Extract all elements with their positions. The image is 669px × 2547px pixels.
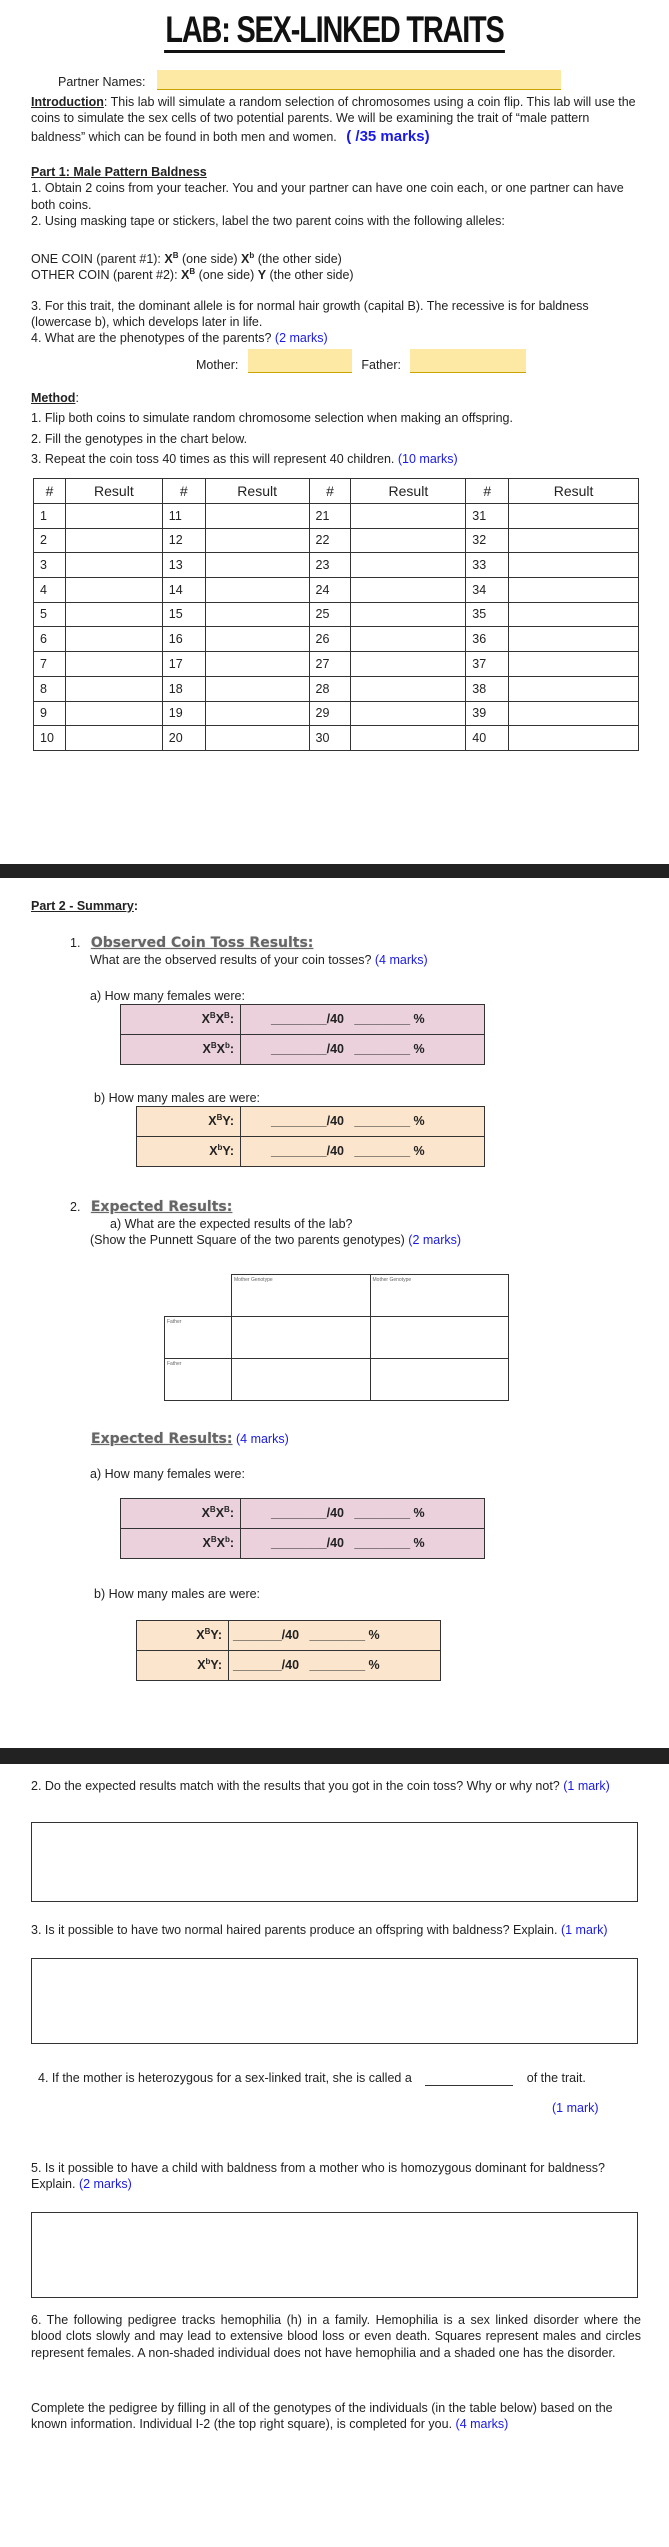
row-number: 1 bbox=[34, 504, 66, 529]
result-cell[interactable] bbox=[65, 528, 162, 553]
part1-step2: 2. Using masking tape or stickers, label the two parent coins with the following alleles: bbox=[31, 213, 505, 228]
part1-step4: 4. What are the phenotypes of the parents? (2 marks) bbox=[31, 331, 328, 346]
observed-males-table bbox=[136, 1106, 485, 1167]
result-cell[interactable] bbox=[509, 528, 639, 553]
row-number: 40 bbox=[466, 726, 509, 751]
genotype-xsmally: $X^bY$: bbox=[137, 1137, 241, 1167]
row-number: 39 bbox=[466, 701, 509, 726]
row-number: 32 bbox=[466, 528, 509, 553]
partner-label: Partner Names: bbox=[58, 74, 146, 89]
result-cell[interactable] bbox=[351, 578, 466, 603]
result-cell[interactable] bbox=[65, 627, 162, 652]
table-row bbox=[34, 701, 639, 726]
genotype-xbxb: $X^BX^B$: bbox=[121, 1005, 241, 1035]
answer-box-2[interactable] bbox=[31, 1822, 638, 1902]
table-row bbox=[34, 652, 639, 677]
result-cell[interactable] bbox=[205, 652, 309, 677]
result-cell[interactable] bbox=[205, 578, 309, 603]
table-row bbox=[34, 627, 639, 652]
expected-results-heading: Expected Results: (4 marks) bbox=[91, 1431, 289, 1447]
mother-phenotype-field[interactable] bbox=[248, 349, 352, 373]
result-cell[interactable] bbox=[351, 726, 466, 751]
result-cell[interactable] bbox=[65, 504, 162, 529]
result-cell[interactable] bbox=[205, 528, 309, 553]
row-number: 34 bbox=[466, 578, 509, 603]
row-number: 27 bbox=[309, 652, 351, 677]
result-cell[interactable] bbox=[205, 701, 309, 726]
question-3: 3. Is it possible to have two normal haired parents produce an offspring with baldness? Explain. (1 mark) bbox=[31, 1923, 608, 1937]
result-cell[interactable] bbox=[509, 602, 639, 627]
father-phenotype-field[interactable] bbox=[410, 349, 526, 373]
result-cell[interactable] bbox=[509, 504, 639, 529]
partner-row bbox=[58, 70, 658, 90]
row-number: 2 bbox=[34, 528, 66, 553]
observed-females-table bbox=[120, 1004, 485, 1065]
result-cell[interactable] bbox=[65, 602, 162, 627]
row-number: 4 bbox=[34, 578, 66, 603]
row-number: 8 bbox=[34, 676, 66, 701]
result-cell[interactable] bbox=[205, 676, 309, 701]
row-number: 36 bbox=[466, 627, 509, 652]
q2-expected: 2. Expected Results: a) What are the expected results of the lab? (Show the Punnett Square of the two parents genotypes) (2 marks) bbox=[70, 1199, 462, 1248]
row-number: 9 bbox=[34, 701, 66, 726]
row-number: 31 bbox=[466, 504, 509, 529]
row-number: 24 bbox=[309, 578, 351, 603]
result-cell[interactable] bbox=[65, 676, 162, 701]
row-number: 14 bbox=[162, 578, 205, 603]
row-number: 18 bbox=[162, 676, 205, 701]
expected-females-table: $X^BX^B$: ________/40 ________ % $X^BX^b$: ________/40 ________ % bbox=[120, 1498, 485, 1559]
genotype-xbxsmall: $X^BX^b$: bbox=[121, 1035, 241, 1065]
row-number: 21 bbox=[309, 504, 351, 529]
coin2-line: OTHER COIN (parent #2): $X^B$ (one side) Y (the other side) bbox=[31, 267, 354, 283]
genotype-xby: $X^BY$: bbox=[137, 1107, 241, 1137]
result-cell[interactable] bbox=[205, 602, 309, 627]
section-divider bbox=[0, 1748, 669, 1764]
partner-names-field[interactable] bbox=[157, 70, 561, 90]
row-number: 26 bbox=[309, 627, 351, 652]
answer-box-5[interactable] bbox=[31, 2212, 638, 2298]
result-cell[interactable] bbox=[205, 627, 309, 652]
question-6-instructions: Complete the pedigree by filling in all of the genotypes of the individuals (in the table below) based on the known information. Individual I-2 (the top right square), is completed for you. (4 marks) bbox=[31, 2401, 613, 2432]
introduction bbox=[31, 94, 641, 146]
intro-label: Introduction bbox=[31, 95, 104, 109]
result-cell[interactable] bbox=[509, 652, 639, 677]
expected-females-question: a) How many females were: bbox=[90, 1467, 245, 1481]
observed-males-question: b) How many males are were: bbox=[94, 1091, 261, 1105]
coin1-line: ONE COIN (parent #1): $X^B$ (one side) $X^b$ (the other side) bbox=[31, 251, 342, 267]
question-5: 5. Is it possible to have a child with baldness from a mother who is homozygous dominant for baldness? Explain. (2 marks) bbox=[31, 2161, 605, 2192]
result-cell[interactable] bbox=[65, 652, 162, 677]
row-number: 23 bbox=[309, 553, 351, 578]
result-cell[interactable] bbox=[509, 553, 639, 578]
row-number: 30 bbox=[309, 726, 351, 751]
q1-observed: 1. Observed Coin Toss Results: What are the observed results of your coin tosses? (4 marks) bbox=[70, 935, 428, 968]
result-cell[interactable] bbox=[509, 578, 639, 603]
method: Method: 1. Flip both coins to simulate random chromosome selection when making an offspring. 2. Fill the genotypes in the chart below. 3. Repeat the coin toss 40 times as this will represent 40 children. (10 marks) bbox=[31, 391, 513, 466]
question-4: 4. If the mother is heterozygous for a sex-linked trait, she is called a of the trait. bbox=[38, 2071, 586, 2085]
count-cell[interactable]: ________/40 ________ % bbox=[241, 1035, 485, 1065]
phenotype-row: Mother: Father: bbox=[196, 349, 641, 373]
row-number: 7 bbox=[34, 652, 66, 677]
part1 bbox=[31, 164, 641, 373]
page-title: LAB: SEX-LINKED TRAITS bbox=[74, 6, 596, 54]
result-cell[interactable] bbox=[65, 701, 162, 726]
count-cell[interactable]: ________/40 ________ % bbox=[241, 1005, 485, 1035]
row-number: 33 bbox=[466, 553, 509, 578]
row-number: 12 bbox=[162, 528, 205, 553]
result-cell[interactable] bbox=[351, 676, 466, 701]
table-row bbox=[34, 553, 639, 578]
result-cell[interactable] bbox=[65, 553, 162, 578]
result-cell[interactable] bbox=[351, 627, 466, 652]
table-row bbox=[34, 504, 639, 529]
result-cell[interactable] bbox=[351, 504, 466, 529]
expected-males-table: $X^BY$: _______/40 ________ % $X^bY$: _______/40 ________ % bbox=[136, 1620, 441, 1681]
q4-marks: (1 mark) bbox=[552, 2101, 599, 2115]
row-number: 22 bbox=[309, 528, 351, 553]
part1-step3: 3. For this trait, the dominant allele is for normal hair growth (capital B). The recessive is for baldness (lowercase b), which develops later in life. bbox=[31, 298, 589, 330]
row-number: 29 bbox=[309, 701, 351, 726]
table-row bbox=[34, 676, 639, 701]
row-number: 16 bbox=[162, 627, 205, 652]
result-cell[interactable] bbox=[205, 504, 309, 529]
row-number: 3 bbox=[34, 553, 66, 578]
result-cell[interactable] bbox=[205, 726, 309, 751]
expected-males-question: b) How many males are were: bbox=[94, 1587, 261, 1601]
total-marks: ( /35 marks) bbox=[346, 127, 430, 145]
row-number: 5 bbox=[34, 602, 66, 627]
row-number: 37 bbox=[466, 652, 509, 677]
table-row bbox=[34, 602, 639, 627]
count-cell[interactable]: ________/40 ________ % bbox=[241, 1137, 485, 1167]
row-number: 35 bbox=[466, 602, 509, 627]
row-number: 10 bbox=[34, 726, 66, 751]
result-cell[interactable] bbox=[205, 553, 309, 578]
intro-text: : This lab will simulate a random selection of chromosomes using a coin flip. This lab will use the coins to simulate the sex cells of two potential parents. We will be examining the trait of “male pattern baldness” which can be found in both men and women. bbox=[31, 95, 636, 144]
part2-heading: Part 2 - Summary: bbox=[31, 899, 138, 913]
row-number: 17 bbox=[162, 652, 205, 677]
result-cell[interactable] bbox=[509, 701, 639, 726]
answer-box-3[interactable] bbox=[31, 1958, 638, 2044]
row-number: 25 bbox=[309, 602, 351, 627]
question-2: 2. Do the expected results match with the results that you got in the coin toss? Why or why not? (1 mark) bbox=[31, 1779, 610, 1793]
row-number: 11 bbox=[162, 504, 205, 529]
row-number: 19 bbox=[162, 701, 205, 726]
row-number: 28 bbox=[309, 676, 351, 701]
row-number: 38 bbox=[466, 676, 509, 701]
result-cell[interactable] bbox=[509, 676, 639, 701]
result-cell[interactable] bbox=[351, 528, 466, 553]
row-number: 13 bbox=[162, 553, 205, 578]
carrier-blank[interactable] bbox=[425, 2070, 513, 2086]
result-cell[interactable] bbox=[509, 627, 639, 652]
section-divider bbox=[0, 864, 669, 878]
observed-females-question: a) How many females were: bbox=[90, 989, 245, 1003]
row-number: 6 bbox=[34, 627, 66, 652]
row-number: 20 bbox=[162, 726, 205, 751]
result-cell[interactable] bbox=[509, 726, 639, 751]
coin-toss-results-table: # Result # Result # Result # Result 1 11 21 31 2 12 22 32 3 13 23 33 4 14 24 34 5 15 25 35 6 16 26 36 7 17 27 37 8 18 28 38 9 19 29 39 10 20 30 40 bbox=[33, 478, 639, 751]
result-cell[interactable] bbox=[351, 701, 466, 726]
row-number: 15 bbox=[162, 602, 205, 627]
table-row bbox=[34, 578, 639, 603]
result-cell[interactable] bbox=[351, 553, 466, 578]
part1-step1: 1. Obtain 2 coins from your teacher. You and your partner can have one coin each, or one partner can have both coins. bbox=[31, 181, 624, 212]
table-row bbox=[34, 528, 639, 553]
result-cell[interactable] bbox=[351, 652, 466, 677]
question-6: 6. The following pedigree tracks hemophilia (h) in a family. Hemophilia is a sex linked disorder where the blood clots slowly and may lead to extensive blood loss or even death. Squares represent males and circles represent females. A non-shaded individual does not have hemophilia and a shaded one has the disorder. bbox=[31, 2313, 641, 2360]
punnett-square: Mother Genotype Mother Genotype Father Father bbox=[164, 1274, 509, 1401]
result-cell[interactable] bbox=[351, 602, 466, 627]
table-row bbox=[34, 726, 639, 751]
result-cell[interactable] bbox=[65, 726, 162, 751]
count-cell[interactable]: ________/40 ________ % bbox=[241, 1107, 485, 1137]
part1-heading: Part 1: Male Pattern Baldness bbox=[31, 165, 207, 179]
result-cell[interactable] bbox=[65, 578, 162, 603]
